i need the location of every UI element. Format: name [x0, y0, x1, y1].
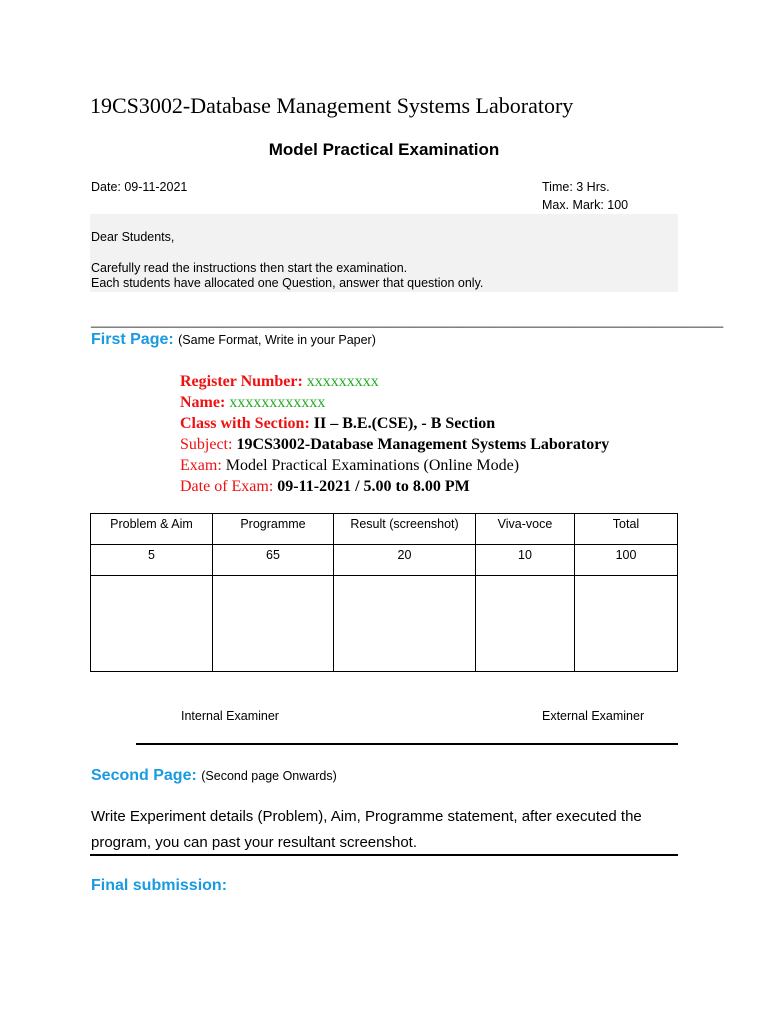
internal-examiner: Internal Examiner: [181, 709, 279, 723]
header-problem-aim: Problem & Aim: [91, 514, 213, 545]
entry-result: [334, 576, 476, 672]
first-page-note: (Same Format, Write in your Paper): [178, 333, 376, 347]
second-page-instructions: Write Experiment details (Problem), Aim, Programme statement, after executed the program, you can past your resultant screenshot.: [91, 808, 642, 851]
date-of-exam-label: Date of Exam:: [180, 478, 274, 495]
name-field: [180, 394, 325, 412]
exam-value: Model Practical Examinations (Online Mode): [225, 457, 520, 474]
header-total: Total: [575, 514, 678, 545]
max-mark: Max. Mark: 100: [542, 198, 629, 212]
exam-subtitle: Model Practical Examination: [268, 140, 500, 159]
second-page-heading: Second Page:: [91, 767, 197, 784]
first-page-section: [91, 331, 376, 349]
second-page-note: (Second page Onwards): [201, 769, 337, 783]
first-page-heading: First Page:: [91, 331, 174, 348]
class-value: II – B.E.(CSE), - B Section: [313, 415, 496, 432]
signature-line: [136, 743, 678, 745]
exam-field: [180, 457, 519, 475]
entry-programme: [213, 576, 334, 672]
marks-table: [90, 513, 678, 672]
register-label: Register Number:: [180, 373, 303, 390]
entry-total: [575, 576, 678, 672]
subject-value: 19CS3002-Database Management Systems Laboratory: [236, 436, 610, 453]
max-total: 100: [575, 545, 678, 576]
instruction-line-1: Carefully read the instructions then start the examination.: [91, 261, 408, 275]
date-of-exam-value: 09-11-2021 / 5.00 to 8.00 PM: [277, 478, 470, 495]
header-result: Result (screenshot): [334, 514, 476, 545]
second-page-section: [91, 767, 337, 785]
document-title: 19CS3002-Database Management Systems Laboratory: [90, 93, 574, 118]
max-result: 20: [334, 545, 476, 576]
marks-header-row: [91, 514, 678, 545]
class-label: Class with Section:: [180, 415, 310, 432]
exam-label: Exam:: [180, 457, 222, 474]
max-programme: 65: [213, 545, 334, 576]
max-viva-voce: 10: [476, 545, 575, 576]
name-label: Name:: [180, 394, 226, 411]
section-underline: [90, 854, 678, 856]
entry-viva-voce: [476, 576, 575, 672]
date-of-exam-field: [180, 478, 470, 496]
final-submission-heading: Final submission:: [91, 877, 228, 894]
name-value: xxxxxxxxxxxx: [229, 394, 326, 411]
max-problem-aim: 5: [91, 545, 213, 576]
section-divider: ____________________________________________________________________________________________: [91, 314, 724, 328]
marks-entry-row: [91, 576, 678, 672]
register-value: xxxxxxxxx: [306, 373, 379, 390]
external-examiner: External Examiner: [542, 709, 645, 723]
header-viva-voce: Viva-voce: [476, 514, 575, 545]
instruction-line-2: Each students have allocated one Question, answer that question only.: [91, 276, 484, 290]
register-number-field: [180, 373, 379, 391]
exam-date: Date: 09-11-2021: [91, 180, 188, 194]
exam-time: Time: 3 Hrs.: [542, 180, 610, 194]
class-field: [180, 415, 495, 433]
header-programme: Programme: [213, 514, 334, 545]
greeting: Dear Students,: [91, 230, 175, 244]
marks-max-row: [91, 545, 678, 576]
subject-field: [180, 436, 609, 454]
entry-problem-aim: [91, 576, 213, 672]
subject-label: Subject:: [180, 436, 233, 453]
